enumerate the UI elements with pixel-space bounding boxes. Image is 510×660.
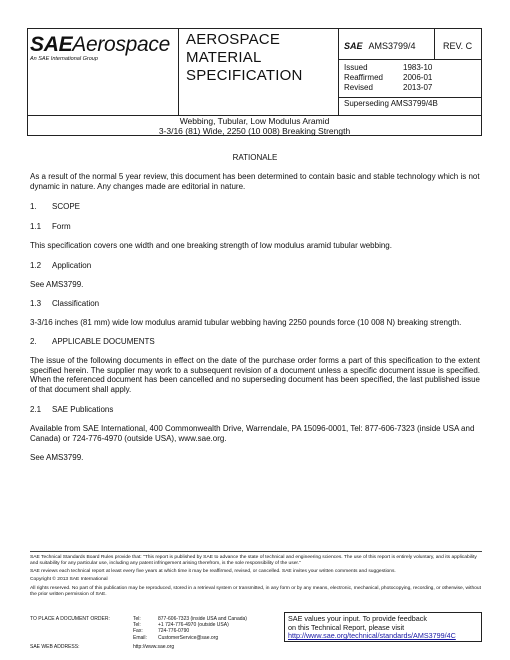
section-1-3-text: 3-3/16 inches (81 mm) wide low modulus aramid tubular webbing having 2250 pounds force (10 008 N) breaking strength. [30, 318, 462, 327]
section-1-3-heading [30, 299, 99, 308]
footer-rule [30, 551, 482, 552]
title-line: SPECIFICATION [186, 67, 303, 84]
section-1-1-heading [30, 222, 71, 231]
copyright-notice: Copyright © 2013 SAE International [30, 577, 108, 582]
section-number: 1. [30, 202, 37, 211]
contact-label: Tel: [133, 622, 141, 629]
section-2-1-heading [30, 405, 113, 414]
contact-label: Fax: [133, 628, 143, 635]
date-label: Revised [344, 83, 373, 92]
divider [338, 59, 482, 60]
divider [338, 97, 482, 98]
standards-board-rules: SAE Technical Standards Board Rules provide that: "This report is published by SAE to advance the state of technical and engineering sciences. The use of this report is entirely voluntary, and its applicability and suitability for any particular use, including any patent infringement arising therefrom, is the sole responsibility of the user." [30, 555, 477, 566]
header-box [27, 28, 482, 136]
section-title: Form [52, 222, 71, 231]
section-1-heading [30, 202, 80, 211]
date-label: Reaffirmed [344, 73, 383, 82]
revision-label: REV. C [443, 41, 473, 51]
sae-aerospace-logo [30, 34, 178, 62]
contact-email-link[interactable]: CustomerService@sae.org [158, 634, 219, 641]
web-address-link[interactable]: http://www.sae.org [133, 644, 175, 650]
contact-value: 877-606-7323 (inside USA and Canada) [158, 616, 247, 622]
contact-label: Tel: [133, 616, 141, 622]
section-number: 2. [30, 337, 37, 346]
section-2-heading [30, 337, 155, 346]
logo-sae: SAE [30, 33, 73, 56]
section-number: 2.1 [30, 405, 42, 414]
superseding-note: Superseding AMS3799/4B [344, 99, 438, 108]
doc-number-text: AMS3799/4 [368, 41, 416, 51]
review-notice: SAE reviews each technical report at least every five years at which time it may be reaffirmed, revised, or cancelled. SAE invites your written comments and suggestions. [30, 569, 396, 574]
web-address [30, 644, 175, 650]
document-number [344, 41, 416, 51]
section-title: Classification [52, 299, 100, 308]
section-number: 1.1 [30, 222, 42, 231]
feedback-text: SAE values your input. To provide feedback [288, 614, 427, 623]
title-line: AEROSPACE [186, 31, 281, 48]
feedback-box [284, 612, 482, 642]
rationale-text: As a result of the normal 5 year review, this document has been determined to contain basic and stable technology which is not dynamic in nature. Any changes made are editorial in nature. [30, 172, 480, 191]
rights-notice: All rights reserved. No part of this publication may be reproduced, stored in a retrieval system or transmitted, in any form or by any means, electronic, mechanical, photocopying, recording, or otherwise, without the prior written permission of SAE. [30, 586, 481, 597]
document-type-title [186, 31, 336, 85]
order-label: TO PLACE A DOCUMENT ORDER: [30, 616, 110, 622]
section-title: APPLICABLE DOCUMENTS [52, 337, 155, 346]
title-line: MATERIAL [186, 49, 262, 66]
date-value: 1983-10 [403, 63, 433, 72]
feedback-link[interactable]: http://www.sae.org/technical/standards/AMS3799/4C [288, 631, 456, 640]
subject-line: Webbing, Tubular, Low Modulus Aramid [179, 116, 330, 126]
section-2-1-see: See AMS3799. [30, 453, 84, 462]
section-1-2-heading [30, 261, 91, 270]
web-label: SAE WEB ADDRESS: [30, 644, 80, 650]
order-contact-values [158, 616, 298, 641]
date-value: 2013-07 [403, 83, 433, 92]
contact-label: Email: [133, 634, 147, 641]
section-title: Application [52, 261, 92, 270]
subject-line: 3-3/16 (81) Wide, 2250 (10 008) Breaking Strength [158, 126, 351, 136]
date-table [344, 63, 484, 93]
section-2-1-text: Available from SAE International, 400 Commonwealth Drive, Warrendale, PA 15096-0001, Tel: 877-606-7323 (inside USA and Canada) or 724-776-4970 (outside USA), www.sae.org. [30, 424, 475, 443]
section-1-2-text: See AMS3799. [30, 280, 84, 289]
date-value: 2006-01 [403, 73, 433, 82]
rationale-heading: RATIONALE [232, 153, 278, 162]
section-1-1-text: This specification covers one width and one breaking strength of low modulus aramid tubular webbing. [30, 241, 392, 250]
section-number: 1.3 [30, 299, 42, 308]
divider [434, 29, 435, 59]
feedback-text: on this Technical Report, please visit [288, 622, 405, 632]
divider [338, 29, 339, 115]
logo-aerospace: Aerospace [72, 33, 170, 56]
section-2-text: The issue of the following documents in effect on the date of the purchase order forms a part of this specification to the extent specified herein. The supplier may work to a subsequent revision of a document unless a specific document issue is specified. When the referenced document has been cancelled and no superseding document has been specified, the last published issue of that document shall apply. [30, 356, 480, 394]
logo-tagline: An SAE International Group [30, 56, 98, 62]
section-number: 1.2 [30, 261, 42, 270]
date-label: Issued [344, 63, 368, 72]
sae-mini-logo: SAE [344, 41, 363, 51]
document-subject [28, 116, 481, 136]
contact-value: +1 724-776-4970 (outside USA) [158, 622, 229, 629]
section-title: SCOPE [52, 202, 81, 211]
contact-value: 724-776-0790 [158, 628, 190, 635]
divider [178, 29, 179, 115]
section-title: SAE Publications [52, 405, 114, 414]
